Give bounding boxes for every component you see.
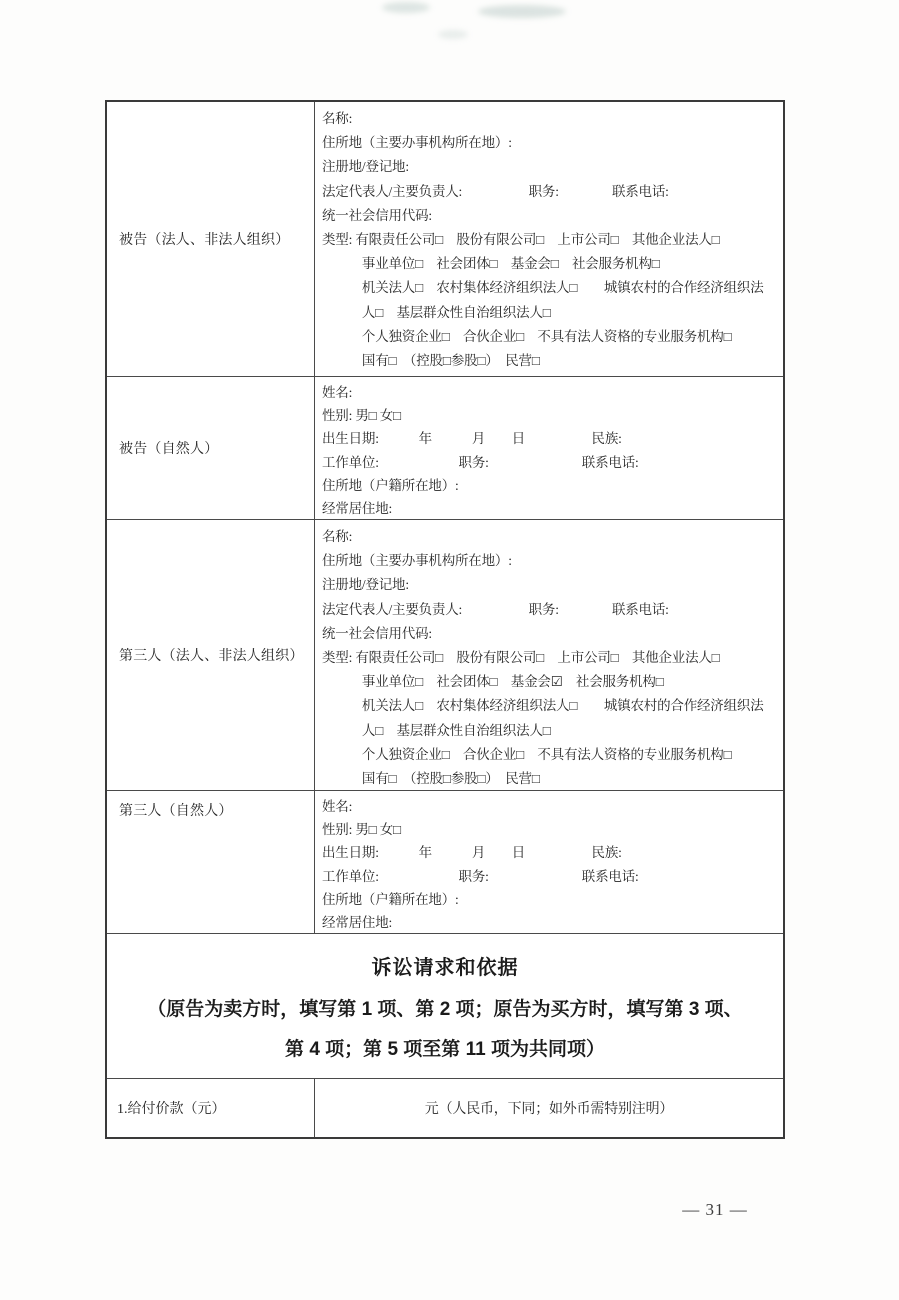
field-person-name: 姓名: bbox=[322, 385, 353, 400]
field-org-type-line-6: 国有□ （控股□参股□） 民营□ bbox=[322, 353, 540, 369]
field-org-type-line-4: 人□ 基层群众性自治组织法人□ bbox=[322, 304, 551, 320]
field-org-type-line-3: 机关法人□ 农村集体经济组织法人□ 城镇农村的合作经济组织法 bbox=[322, 280, 764, 296]
field-person-gender: 性别: 男□ 女□ bbox=[322, 822, 402, 838]
field-org-type-line-6: 国有□ （控股□参股□） 民营□ bbox=[322, 771, 540, 787]
payment-value: 元（人民币，下同；如外币需特别注明） bbox=[424, 1102, 674, 1117]
field-org-legal-rep: 法定代表人/主要负责人: 职务: 联系电话: bbox=[322, 601, 669, 617]
scan-artifact bbox=[382, 2, 430, 13]
row-third-party-person bbox=[107, 790, 783, 933]
field-person-gender: 性别: 男□ 女□ bbox=[322, 408, 402, 424]
label-third-party-org: 第三人（法人、非法人组织） bbox=[107, 520, 315, 790]
field-person-birthdate: 出生日期: 年 月 日 民族: bbox=[322, 431, 622, 447]
row-claims-header bbox=[107, 933, 783, 1078]
field-person-employer: 工作单位: 职务: 联系电话: bbox=[322, 454, 639, 470]
field-org-type-line-1: 类型: 有限责任公司□ 股份有限公司□ 上市公司□ 其他企业法人□ bbox=[322, 232, 720, 248]
cell-third-party-person-fields bbox=[315, 791, 783, 933]
row-defendant-org bbox=[107, 102, 783, 376]
field-org-type-line-3: 机关法人□ 农村集体经济组织法人□ 城镇农村的合作经济组织法 bbox=[322, 698, 764, 714]
field-org-name: 名称: bbox=[322, 529, 353, 544]
scan-artifact bbox=[438, 30, 468, 39]
field-person-domicile: 住所地（户籍所在地）: bbox=[322, 891, 459, 907]
field-org-domicile: 住所地（主要办事机构所在地）: bbox=[322, 135, 512, 151]
label-third-party-person: 第三人（自然人） bbox=[107, 791, 315, 933]
field-org-name: 名称: bbox=[322, 111, 353, 126]
field-org-type-line-2: 事业单位□ 社会团体□ 基金会☑ 社会服务机构□ bbox=[322, 674, 664, 690]
claims-header-title: 诉讼请求和依据 bbox=[371, 957, 519, 980]
field-org-type-line-5: 个人独资企业□ 合伙企业□ 不具有法人资格的专业服务机构□ bbox=[322, 328, 732, 344]
field-person-habitual-residence: 经常居住地: bbox=[322, 501, 393, 517]
field-org-legal-rep: 法定代表人/主要负责人: 职务: 联系电话: bbox=[322, 183, 669, 199]
complaint-form-table bbox=[105, 100, 785, 1139]
cell-defendant-org-fields bbox=[315, 102, 783, 376]
cell-third-party-org-fields bbox=[315, 520, 783, 790]
scan-artifact bbox=[478, 5, 566, 18]
claims-note-line-2: 第 4 项；第 5 项至第 11 项为共同项） bbox=[285, 1038, 605, 1060]
payment-label: 1.给付价款（元） bbox=[107, 1079, 315, 1137]
row-payment-amount bbox=[107, 1078, 783, 1137]
label-defendant-org: 被告（法人、非法人组织） bbox=[107, 102, 315, 376]
field-org-type-line-5: 个人独资企业□ 合伙企业□ 不具有法人资格的专业服务机构□ bbox=[322, 746, 732, 762]
field-org-registration: 注册地/登记地: bbox=[322, 577, 409, 593]
claims-note-line-1: （原告为卖方时，填写第 1 项、第 2 项；原告为买方时，填写第 3 项、 bbox=[147, 998, 743, 1020]
field-person-birthdate: 出生日期: 年 月 日 民族: bbox=[322, 845, 622, 861]
row-defendant-person bbox=[107, 376, 783, 519]
field-org-credit-code: 统一社会信用代码: bbox=[322, 625, 432, 641]
field-org-credit-code: 统一社会信用代码: bbox=[322, 207, 432, 223]
row-third-party-org bbox=[107, 519, 783, 790]
cell-defendant-person-fields bbox=[315, 377, 783, 519]
field-org-type-line-1: 类型: 有限责任公司□ 股份有限公司□ 上市公司□ 其他企业法人□ bbox=[322, 650, 720, 666]
field-org-registration: 注册地/登记地: bbox=[322, 159, 409, 175]
field-org-domicile: 住所地（主要办事机构所在地）: bbox=[322, 553, 512, 569]
field-org-type-line-4: 人□ 基层群众性自治组织法人□ bbox=[322, 722, 551, 738]
label-defendant-person: 被告（自然人） bbox=[107, 377, 315, 519]
field-org-type-line-2: 事业单位□ 社会团体□ 基金会□ 社会服务机构□ bbox=[322, 256, 660, 272]
claims-header bbox=[107, 934, 783, 1078]
page-number: — 31 — bbox=[682, 1200, 748, 1219]
field-person-employer: 工作单位: 职务: 联系电话: bbox=[322, 868, 639, 884]
field-person-habitual-residence: 经常居住地: bbox=[322, 915, 393, 931]
field-person-name: 姓名: bbox=[322, 799, 353, 814]
field-person-domicile: 住所地（户籍所在地）: bbox=[322, 477, 459, 493]
